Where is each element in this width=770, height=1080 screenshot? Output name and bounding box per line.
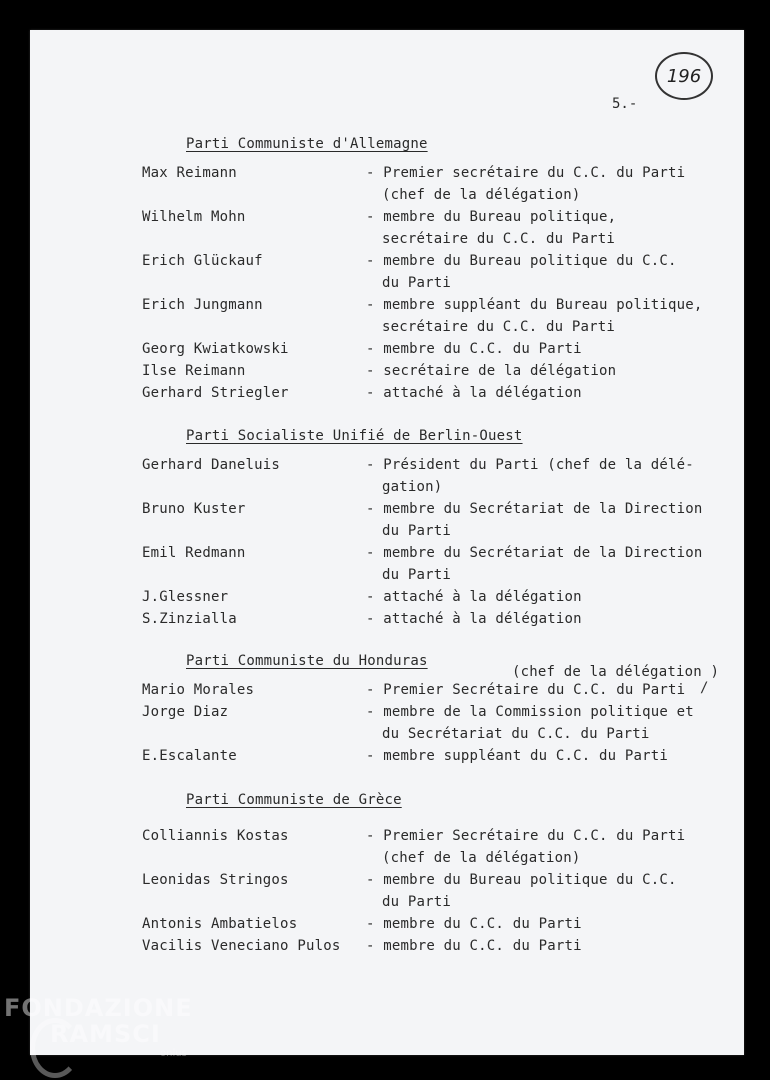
member-name: Gerhard Striegler: [142, 385, 289, 401]
member-name: Max Reimann: [142, 165, 237, 181]
member-name: J.Glessner: [142, 589, 229, 605]
member-role: secrétaire du C.C. du Parti: [382, 231, 615, 247]
member-role: - membre du Bureau politique du C.C.: [366, 872, 677, 888]
section-heading: Parti Communiste d'Allemagne: [186, 136, 428, 152]
member-name: Emil Redmann: [142, 545, 246, 561]
member-name: Gerhard Daneluis: [142, 457, 281, 473]
insertion-mark-icon: /: [700, 680, 709, 696]
member-name: Leonidas Stringos: [142, 872, 289, 888]
member-role: du Parti: [382, 275, 452, 291]
member-role: gation): [382, 479, 443, 495]
member-name: Colliannis Kostas: [142, 828, 289, 844]
member-role: du Parti: [382, 894, 452, 910]
section-heading: Parti Communiste du Honduras: [186, 653, 428, 669]
member-role: - membre du Secrétariat de la Direction: [366, 545, 703, 561]
member-role: - membre du Bureau politique,: [366, 209, 617, 225]
member-role: - membre du Secrétariat de la Direction: [366, 501, 703, 517]
section-heading: Parti Socialiste Unifié de Berlin-Ouest: [186, 428, 523, 444]
member-role: - secrétaire de la délégation: [366, 363, 617, 379]
member-role: - membre du C.C. du Parti: [366, 938, 582, 954]
member-role: secrétaire du C.C. du Parti: [382, 319, 615, 335]
member-name: Bruno Kuster: [142, 501, 246, 517]
member-role: - attaché à la délégation: [366, 611, 582, 627]
member-role: du Secrétariat du C.C. du Parti: [382, 726, 650, 742]
watermark-line: RAMSCI: [50, 1020, 161, 1048]
member-role: - Président du Parti (chef de la délé-: [366, 457, 694, 473]
section-heading: Parti Communiste de Grèce: [186, 792, 402, 808]
member-name: Wilhelm Mohn: [142, 209, 246, 225]
member-name: S.Zinzialla: [142, 611, 237, 627]
watermark-line: FONDAZIONE: [4, 994, 193, 1022]
member-role: du Parti: [382, 523, 452, 539]
member-name: Jorge Diaz: [142, 704, 229, 720]
member-name: Erich Glückauf: [142, 253, 263, 269]
member-role: - attaché à la délégation: [366, 589, 582, 605]
member-role: - Premier secrétaire du C.C. du Parti: [366, 165, 686, 181]
fondazione-gramsci-watermark: [0, 990, 200, 1080]
handwritten-annotation: (chef de la délégation ): [512, 664, 720, 680]
member-role: - Premier Secrétaire du C.C. du Parti: [366, 682, 686, 698]
member-name: Georg Kwiatkowski: [142, 341, 289, 357]
member-name: E.Escalante: [142, 748, 237, 764]
member-name: Ilse Reimann: [142, 363, 246, 379]
member-role: - membre suppléant du Bureau politique,: [366, 297, 703, 313]
member-role: - attaché à la délégation: [366, 385, 582, 401]
member-name: Antonis Ambatielos: [142, 916, 298, 932]
watermark-line: onlus: [160, 1048, 187, 1059]
page-number: 5.-: [612, 96, 638, 112]
member-role: (chef de la délégation): [382, 850, 581, 866]
member-role: (chef de la délégation): [382, 187, 581, 203]
member-role: - membre de la Commission politique et: [366, 704, 694, 720]
member-name: Erich Jungmann: [142, 297, 263, 313]
member-role: - membre du C.C. du Parti: [366, 341, 582, 357]
member-role: - membre du Bureau politique du C.C.: [366, 253, 677, 269]
member-role: - Premier Secrétaire du C.C. du Parti: [366, 828, 686, 844]
member-role: du Parti: [382, 567, 452, 583]
member-name: Mario Morales: [142, 682, 255, 698]
member-name: Vacilis Veneciano Pulos: [142, 938, 341, 954]
archive-number-stamp: 196: [655, 52, 713, 100]
member-role: - membre du C.C. du Parti: [366, 916, 582, 932]
member-role: - membre suppléant du C.C. du Parti: [366, 748, 669, 764]
